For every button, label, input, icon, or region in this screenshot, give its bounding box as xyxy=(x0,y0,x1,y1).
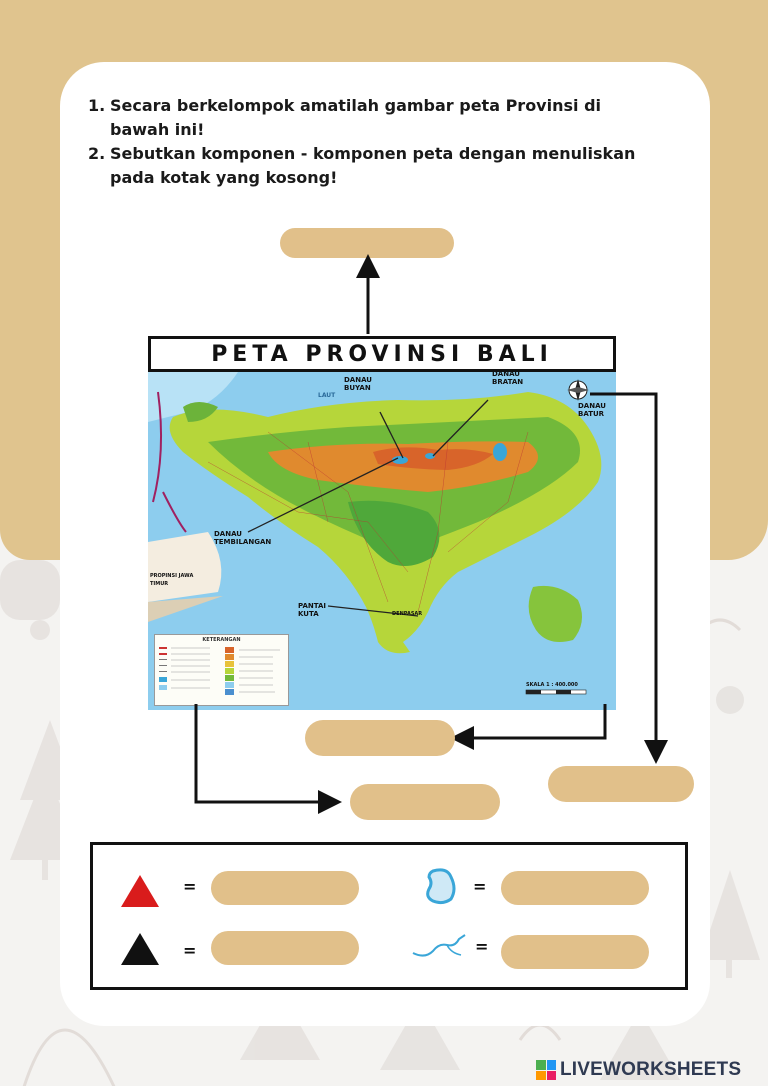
answer-box-lake[interactable] xyxy=(501,871,649,905)
instruction-item xyxy=(88,142,648,190)
answer-box-legend[interactable] xyxy=(350,784,500,820)
instruction-text: Sebutkan komponen - komponen peta dengan menuliskan pada kotak yang kosong! xyxy=(110,144,636,187)
equals-sign: = xyxy=(473,877,487,896)
answer-box-black-triangle[interactable] xyxy=(211,931,359,965)
instruction-text: Secara berkelompok amatilah gambar peta Provinsi di bawah ini! xyxy=(110,96,601,139)
map-legend xyxy=(154,634,289,706)
scale-bar xyxy=(526,690,586,694)
map-symbol-panel xyxy=(90,842,688,990)
label-pantai-kuta: PANTAI KUTA xyxy=(298,602,327,618)
lake-icon xyxy=(423,867,459,907)
legend-title: KETERANGAN xyxy=(202,637,241,643)
instruction-item xyxy=(88,94,648,142)
instruction-list xyxy=(88,94,648,190)
label-propinsi: PROPINSI JAWA TIMUR xyxy=(150,573,194,587)
map-title: PETA PROVINSI BALI xyxy=(148,336,616,372)
equals-sign: = xyxy=(183,877,197,896)
black-triangle-icon xyxy=(119,931,161,967)
label-laut: LAUT xyxy=(318,392,336,399)
scale-label: SKALA 1 : 400.000 xyxy=(526,682,578,688)
label-danau-tembilangan: DANAU TEMBILANGAN xyxy=(214,530,272,546)
red-triangle-icon xyxy=(119,873,161,909)
equals-sign: = xyxy=(475,937,489,956)
liveworksheets-logo-icon xyxy=(536,1060,556,1080)
instruction-number: 2. xyxy=(88,144,106,163)
label-danau-buyan: DANAU BUYAN xyxy=(344,376,372,392)
bali-map xyxy=(148,372,616,710)
instruction-number: 1. xyxy=(88,96,106,115)
label-danau-batur: DANAU BATUR xyxy=(578,402,606,418)
liveworksheets-brand[interactable] xyxy=(536,1058,741,1082)
answer-box-title[interactable] xyxy=(280,228,454,258)
river-icon xyxy=(411,933,467,961)
legend-swatches xyxy=(155,643,288,703)
brand-text: LIVEWORKSHEETS xyxy=(560,1059,742,1080)
answer-box-red-triangle[interactable] xyxy=(211,871,359,905)
label-danau-bratan: DANAU BRATAN xyxy=(492,372,524,386)
answer-box-scale[interactable] xyxy=(305,720,455,756)
label-denpasar: DENPASAR xyxy=(392,611,423,617)
answer-box-compass[interactable] xyxy=(548,766,694,802)
equals-sign: = xyxy=(183,941,197,960)
answer-box-river[interactable] xyxy=(501,935,649,969)
